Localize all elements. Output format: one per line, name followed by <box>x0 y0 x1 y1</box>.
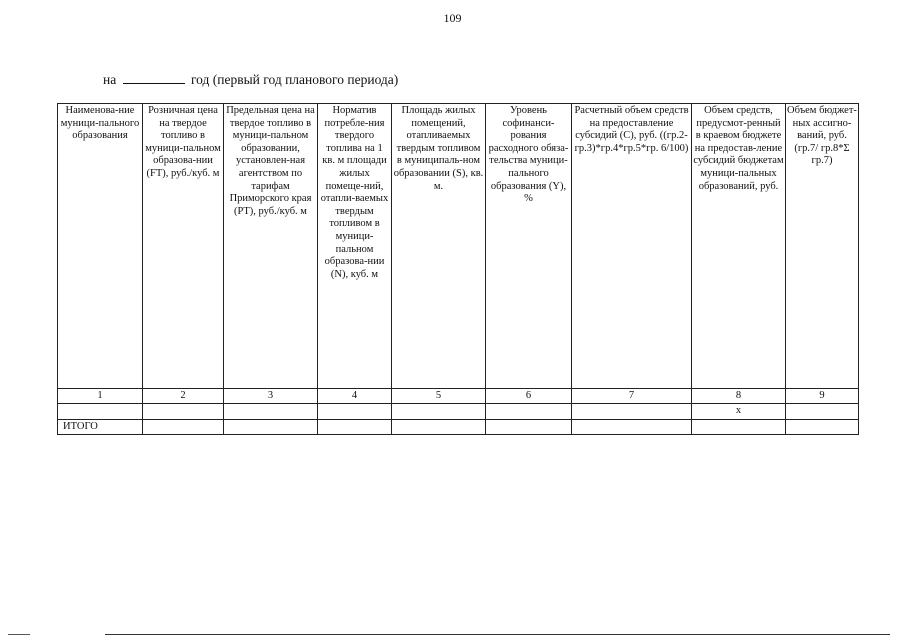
table-cell: x <box>692 404 786 420</box>
header-cell: Расчетный объем средств на предоставление субсидий (C), руб. ((гр.2-гр.3)*гр.4*гр.5*гр. 6/100) <box>572 104 692 389</box>
table-cell <box>692 420 786 435</box>
table-cell <box>486 420 572 435</box>
header-cell: Площадь жилых помещений, отапливаемых твердым топливом в муниципаль-ном образовании (S), кв. м. <box>392 104 486 389</box>
table-row <box>58 404 859 420</box>
column-number: 4 <box>318 389 392 404</box>
table-cell <box>392 420 486 435</box>
header-cell: Уровень софинанси-рования расходного обяза-тельства муници-пального образования (Y), % <box>486 104 572 389</box>
column-number: 6 <box>486 389 572 404</box>
table-cell <box>224 420 318 435</box>
table-cell <box>392 404 486 420</box>
total-label: ИТОГО <box>58 420 143 435</box>
year-blank-line <box>123 72 185 84</box>
table-cell <box>318 420 392 435</box>
total-row <box>58 420 859 435</box>
header-cell: Объем средств, предусмот-ренный в краевом бюджете на предостав-ление субсидий бюджетам муници-пальных образований, руб. <box>692 104 786 389</box>
header-cell: Розничная цена на твердое топливо в муници-пальном образова-нии (FT), руб./куб. м <box>143 104 224 389</box>
column-number: 7 <box>572 389 692 404</box>
table-cell <box>58 404 143 420</box>
column-number-row <box>58 389 859 404</box>
column-number: 2 <box>143 389 224 404</box>
table-cell <box>786 420 859 435</box>
column-number: 1 <box>58 389 143 404</box>
table-cell <box>486 404 572 420</box>
heading-prefix: на <box>103 72 117 87</box>
column-number: 8 <box>692 389 786 404</box>
table-cell <box>224 404 318 420</box>
heading-suffix: год (первый год планового периода) <box>190 72 399 87</box>
header-cell: Норматив потребле-ния твердого топлива на 1 кв. м площади жилых помеще-ний, отапли-ваемых твердым топливом в муници-пальном образова-нии (N), куб. м <box>318 104 392 389</box>
subsidy-table <box>57 103 859 435</box>
table-cell <box>318 404 392 420</box>
table-cell <box>572 420 692 435</box>
footer-dash <box>8 634 30 635</box>
page-number: 109 <box>443 11 462 25</box>
header-cell: Наименова-ние муници-пального образования <box>58 104 143 389</box>
footer-rule <box>105 634 890 635</box>
header-cell: Объем бюджет-ных ассигно-ваний, руб. (гр.7/ гр.8*Σ гр.7) <box>786 104 859 389</box>
table-cell <box>143 404 224 420</box>
header-row <box>58 104 859 389</box>
header-cell: Предельная цена на твердое топливо в муници-пальном образовании, установлен-ная агентством по тарифам Приморского края (PT), руб./куб. м <box>224 104 318 389</box>
column-number: 9 <box>786 389 859 404</box>
table-cell <box>572 404 692 420</box>
table-heading <box>103 72 398 88</box>
column-number: 5 <box>392 389 486 404</box>
column-number: 3 <box>224 389 318 404</box>
table-cell <box>143 420 224 435</box>
table-cell <box>786 404 859 420</box>
